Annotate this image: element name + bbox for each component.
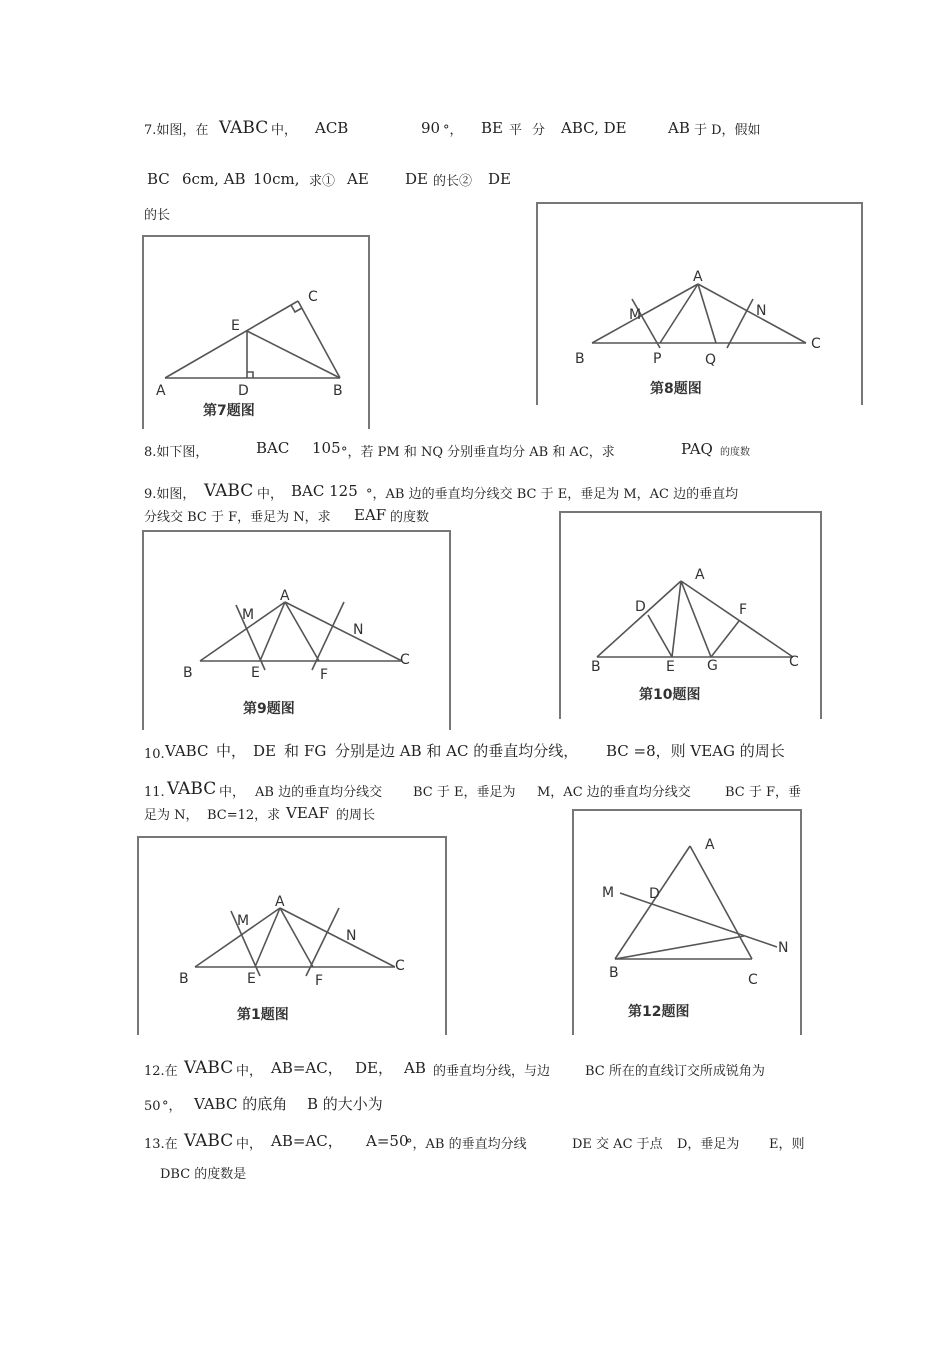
q13-text: DBC 的度数是 [160,1167,247,1182]
q7-text: BC [147,170,170,188]
q12-text: AB=AC， [271,1059,343,1077]
q7-text: 平 [509,123,523,138]
q10-text: DE [253,742,276,760]
q11-text: 11. [144,785,165,800]
q12-text: °， [162,1099,182,1114]
q10-text: 分别是边 AB 和 AC 的垂直均分线， [335,742,579,760]
q7-text: 中， [271,123,298,138]
figure-12 [572,809,803,1035]
q7-text: DE [405,170,428,188]
figure-10 [559,511,823,719]
q11-text: BC 于 F，垂 [725,785,802,800]
fig11-label-c: C [395,958,405,974]
fig10-label-e: E [666,659,675,675]
fig9-caption: 第9题图 [243,701,295,717]
q11-text: 的周长 [336,808,376,823]
fig10-label-a: A [695,567,705,583]
fig7-caption: 第7题图 [203,403,255,419]
q11-text: BC 于 E，垂足为 [413,785,516,800]
q12-text: B 的大小为 [307,1095,383,1113]
fig12-label-m: M [602,885,615,901]
q8-text: 的度数 [720,447,750,458]
fig9-label-b: B [183,665,193,681]
fig7-label-d: D [238,383,249,399]
q7-text: 10cm, [253,170,300,188]
fig8-label-p: P [653,351,662,367]
q9-text: EAF [354,506,387,524]
q12-text: 50 [144,1099,161,1114]
fig12-caption: 第12题图 [628,1004,690,1020]
figure-8 [536,202,864,405]
q13-text: 中， [236,1137,263,1152]
fig9-label-c: C [400,652,410,668]
fig10-label-b: B [591,659,601,675]
q9-text: 中， [257,487,284,502]
fig12-label-b: B [609,965,619,981]
fig12-label-c: C [748,972,758,988]
q8-text: 105 [312,439,341,457]
q13-text: D，垂足为 [677,1137,740,1152]
fig11-caption: 第1题图 [237,1007,289,1023]
fig11-label-n: N [346,928,357,944]
q13-text: A=50 [366,1132,409,1150]
q11-text: M，AC 边的垂直均分线交 [537,785,691,800]
q7-text: 的长 [144,208,171,223]
fig9-label-a: A [280,588,290,604]
q8-text: °，若 PM 和 NQ 分别垂直均分 AB 和 AC，求 [341,445,615,460]
fig8-label-b: B [575,351,585,367]
fig10-label-c: C [789,654,799,670]
q10-text: 和 [284,742,300,760]
q13-text: VABC [184,1131,234,1151]
q7-text: AB [668,119,690,137]
q11-text: BC=12，求 [207,808,281,823]
fig8-label-q: Q [705,352,717,368]
fig7-label-a: A [156,383,166,399]
q9-text: BAC 125 [291,482,358,500]
fig12-label-d: D [649,886,660,902]
fig10-label-d: D [635,599,646,615]
fig10-caption: 第10题图 [639,687,701,703]
fig8-label-n: N [756,303,767,319]
q8-text: 8.如下图， [144,445,209,460]
q7-text: AE [347,170,369,188]
q12-text: VABC [184,1058,234,1078]
q9-text: VABC [204,481,254,501]
q7-text: °， [443,123,463,138]
fig11-label-e: E [247,971,256,987]
fig9-label-n: N [353,622,364,638]
q11-text: 中， [219,785,246,800]
q7-text: 7.如图，在 [144,123,209,138]
fig12-label-n: N [778,940,789,956]
figure-11 [137,836,448,1035]
fig8-caption: 第8题图 [650,381,702,397]
q8-text: BAC [256,439,290,457]
q11-text: VEAF [286,804,330,822]
q12-text: 12.在 [144,1064,178,1079]
q7-text: VABC [219,118,269,138]
q13-text: 13.在 [144,1137,178,1152]
fig11-label-m: M [237,913,250,929]
q9-text: 的度数 [390,510,430,525]
q7-text: 的长② [433,174,473,189]
fig8-label-a: A [693,269,703,285]
q11-text: 足为 N， [144,808,199,823]
q9-text: 分线交 BC 于 F，垂足为 N，求 [144,510,331,525]
q10-text: BC =8，则 VEAG 的周长 [606,742,785,760]
q8-text: PAQ [681,440,713,458]
fig7-label-b: B [333,383,343,399]
fig9-label-m: M [242,607,255,623]
q12-text: DE， [355,1059,393,1077]
q10-text: 10. [144,747,165,762]
q7-text: DE [488,170,511,188]
q10-text: VABC [165,742,209,760]
q7-text: 90 [421,119,441,137]
q12-text: AB [404,1059,426,1077]
q7-text: 分 [532,123,546,138]
q10-text: FG [304,742,327,760]
fig10-label-g: G [707,658,718,674]
fig11-label-f: F [315,973,324,989]
fig8-label-m: M [629,307,642,323]
q11-text: AB 边的垂直均分线交 [255,785,383,800]
q12-text: 中， [236,1064,263,1079]
q7-text: 于 D，假如 [694,123,761,138]
q9-text: 9.如图， [144,487,196,502]
q7-text: BE [481,119,503,137]
q12-text: VABC 的底角 [194,1095,288,1113]
q13-text: AB=AC， [271,1132,343,1150]
fig7-label-e: E [231,318,240,334]
q7-text: 6cm, AB [182,170,246,188]
q11-text: VABC [167,779,217,799]
q7-text: ABC, DE [561,119,627,137]
q12-text: BC 所在的直线订交所成锐角为 [585,1064,765,1079]
q7-text: 求① [309,174,336,189]
fig11-label-a: A [275,894,285,910]
fig8-label-c: C [811,336,821,352]
q10-text: 中， [216,742,247,760]
q13-text: E，则 [769,1137,805,1152]
fig9-label-f: F [320,667,329,683]
fig9-label-e: E [251,665,260,681]
q7-text: ACB [315,119,349,137]
q12-text: 的垂直均分线，与边 [433,1064,551,1079]
fig7-label-c: C [308,289,318,305]
figure-9 [142,530,452,730]
q9-text: °，AB 边的垂直均分线交 BC 于 E，垂足为 M，AC 边的垂直均 [366,487,739,502]
figure-7 [142,235,371,429]
fig10-label-f: F [739,602,748,618]
fig11-label-b: B [179,971,189,987]
q13-text: DE 交 AC 于点 [572,1137,663,1152]
fig12-label-a: A [705,837,715,853]
q13-text: °，AB 的垂直均分线 [406,1137,527,1152]
